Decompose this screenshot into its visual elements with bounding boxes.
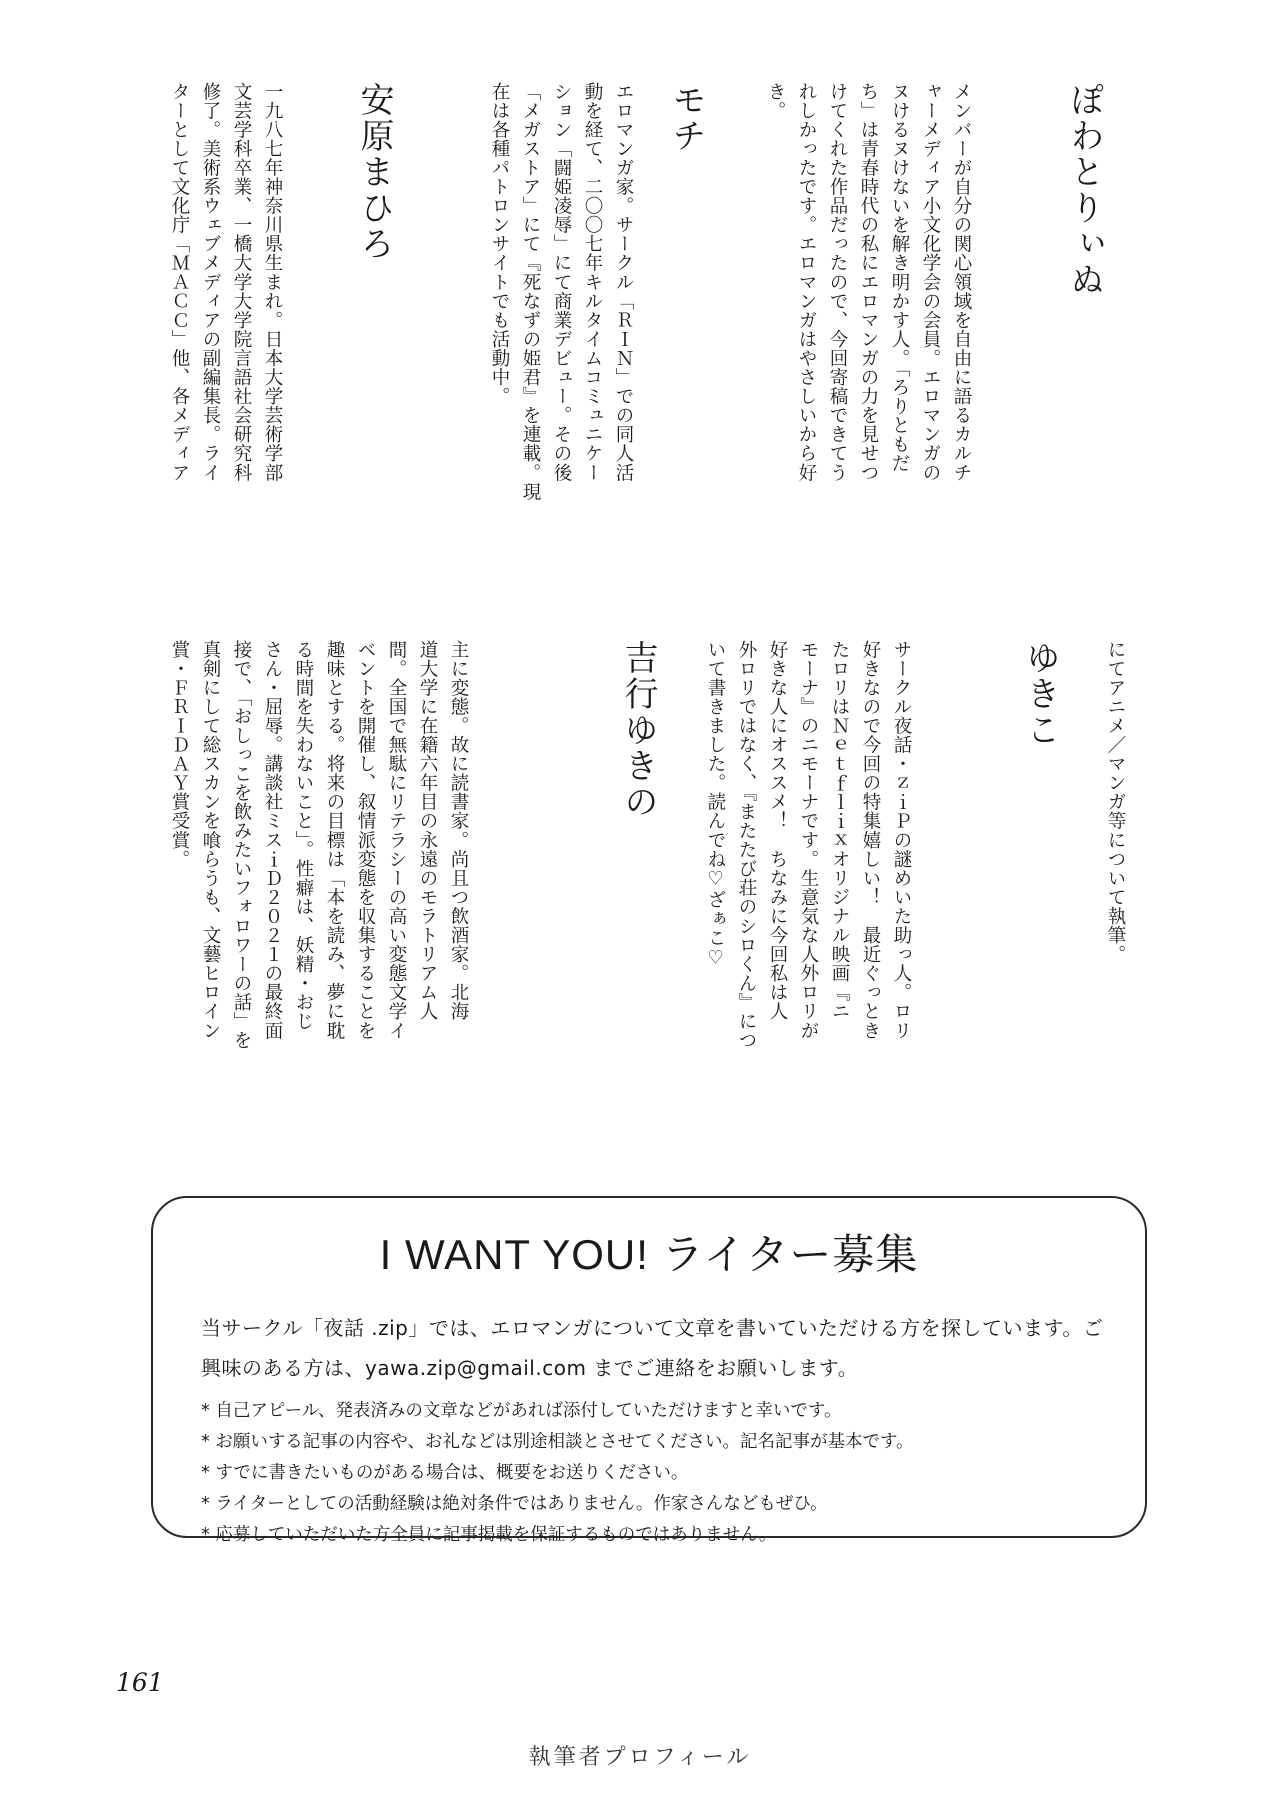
recruitment-note: * すでに書きたいものがある場合は、概要をお送りください。	[201, 1463, 689, 1483]
bio-line: 一九八七年神奈川県生まれ。日本大学芸術学部	[262, 82, 283, 483]
bio-line: 賞・ＦＲＩＤＡＹ賞受賞。	[169, 640, 190, 869]
recruitment-note: * ライターとしての活動経験は絶対条件ではありません。作家さんなどもぜひ。	[201, 1494, 828, 1514]
bio-line: 真剣にして総スカンを喰らうも、文藝ヒロイン	[200, 640, 221, 1041]
bio-line: 文芸学科卒業、一橋大学大学院言語社会研究科	[231, 82, 252, 483]
bio-line: さん・屈辱。講談社ミスｉＤ２０２１の最終面	[262, 640, 283, 1041]
bio-line: けてくれた作品だったので、今回寄稿できてう	[827, 82, 848, 483]
bio-line: 在は各種パトロンサイトでも活動中。	[489, 82, 510, 406]
bio-line: ベントを開催し、叙情派変態を収集することを	[355, 640, 376, 1041]
bio-line: ターとして文化庁「ＭＡＣＣ」他、各メディア	[169, 82, 190, 483]
recruitment-note: * 応募していただいた方全員に記事掲載を保証するものではありません。	[201, 1525, 777, 1545]
profile-bio-powatoriinu	[760, 82, 977, 582]
profile-name-yoshiyuki-yukino: 吉行ゆきの	[618, 640, 658, 820]
bio-line: き。	[765, 82, 786, 121]
profile-name-yukiko: ゆきこ	[1020, 640, 1060, 748]
bio-line: 動を経て、二〇〇七年キルタイムコミュニケー	[582, 82, 603, 483]
recruitment-notes	[201, 1396, 1105, 1551]
bio-line: れしかったです。エロマンガはやさしいから好	[796, 82, 817, 483]
bio-line: 接で、「おしっこを飲みたいフォロワーの話」を	[231, 640, 252, 1050]
page-number: 161	[116, 1668, 164, 1697]
bio-line: ち」は青春時代の私にエロマンガの力を見せつ	[858, 82, 879, 483]
recruitment-intro: 当サークル「夜話 .zip」では、エロマンガについて文章を書いていただける方を探しています。ご興味のある方は、yawa.zip@gmail.com までご連絡をお願いします。	[201, 1316, 1104, 1380]
bio-line: ャーメディア小文化学会の会員。エロマンガの	[920, 82, 941, 483]
bio-line: いて書きました。読んでね♡ざぁこ♡	[705, 640, 726, 969]
section-footer: 執筆者プロフィール	[528, 1745, 752, 1770]
profile-bio-mochi	[484, 82, 639, 582]
bio-line: 好きな人にオススメ！ ちなみに今回私は人	[767, 640, 788, 1021]
bio-line: メンバーが自分の関心領域を自由に語るカルチ	[951, 82, 972, 483]
bio-line: 間。全国で無駄にリテラシーの高い変態文学イ	[386, 640, 407, 1041]
bio-line: 修了。美術系ウェブメディアの副編集長。ライ	[200, 82, 221, 483]
bio-line: サークル夜話・ｚｉＰの謎めいた助っ人。ロリ	[891, 640, 912, 1041]
bio-line: 外ロリではなく、『またたび荘のシロくん』につ	[736, 640, 757, 1050]
bio-line: たロリはＮｅｔｆｌｉｘオリジナル映画『ニ	[829, 640, 850, 1021]
bio-line: モーナ』のニモーナです。生意気な人外ロリが	[798, 640, 819, 1041]
writer-recruitment-box	[151, 1196, 1147, 1545]
profile-bio-yasuhara-mahiro	[164, 82, 288, 582]
bio-line: ション「闘姫凌辱」にて商業デビュー。その後	[551, 82, 572, 483]
bio-line: 好きなので今回の特集嬉しい！ 最近ぐっとき	[860, 640, 881, 1041]
profile-bio-yoshiyuki-yukino	[164, 640, 474, 1160]
recruitment-note: * お願いする記事の内容や、お礼などは別途相談とさせてください。記名記事が基本です。	[201, 1432, 914, 1452]
recruitment-title: I WANT YOU! ライター募集	[379, 1231, 919, 1278]
bio-line: 「メガストア」にて『死なずの姫君』を連載。現	[520, 82, 541, 502]
bio-line: 道大学に在籍六年目の永遠のモラトリアム人	[417, 640, 438, 1021]
bio-line: る時間を失わないこと」。性癖は、妖精・おじ	[293, 640, 314, 1031]
bio-line: 趣味とする。将来の目標は「本を読み、夢に耽	[324, 640, 345, 1041]
profile-name-yasuhara-mahiro: 安原まひろ	[354, 82, 394, 262]
profile-name-powatoriinu: ぽわとりぃぬ	[1064, 82, 1104, 298]
profile-bio-yukiko	[700, 640, 917, 1160]
profile-name-mochi: モチ	[666, 82, 706, 154]
bio-line: 主に変態。故に読書家。尚且つ飲酒家。北海	[448, 640, 469, 1021]
bio-line: ヌけるヌけないを解き明かす人。「ろりともだ	[889, 82, 910, 473]
profile-bio-yasuhara-mahiro-cont	[1100, 640, 1131, 1160]
recruitment-note: * 自己アピール、発表済みの文章などがあれば添付していただけますと幸いです。	[201, 1401, 842, 1421]
bio-line: にてアニメ／マンガ等について執筆。	[1105, 640, 1126, 964]
bio-line: エロマンガ家。サークル「ＲＩＮ」での同人活	[613, 82, 634, 483]
